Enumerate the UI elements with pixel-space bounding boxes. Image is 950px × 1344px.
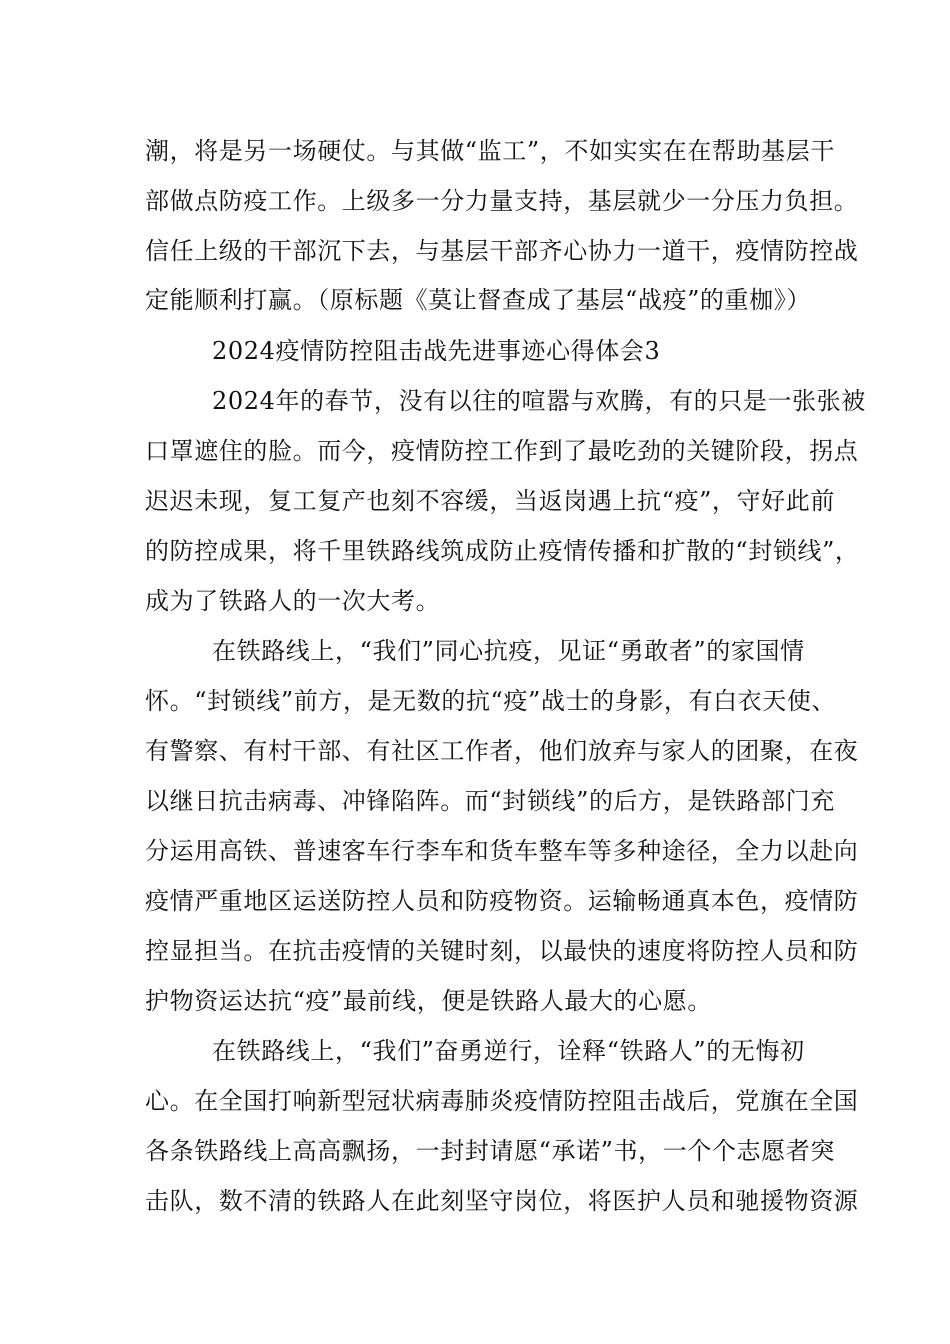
text-line: 迟迟未现，复工复产也刻不容缓，当返岗遇上抗“疫”，守好此前 (145, 487, 835, 515)
text-line: 信任上级的干部沉下去，与基层干部齐心协力一道干，疫情防控战 (145, 237, 859, 265)
text-line: 在铁路线上，“我们”奋勇逆行，诠释“铁路人”的无悔初 (212, 1037, 805, 1065)
text-line: 心。在全国打响新型冠状病毒肺炎疫情防控阻击战后，党旗在全国 (145, 1087, 859, 1115)
section-heading: 2024疫情防控阻击战先进事迹心得体会3 (212, 337, 661, 365)
text-line: 分运用高铁、普速客车行李车和货车整车等多种途径，全力以赴向 (145, 837, 859, 865)
text-line: 以继日抗击病毒、冲锋陷阵。而“封锁线”的后方，是铁路部门充 (145, 787, 835, 815)
text-line: 有警察、有村干部、有社区工作者，他们放弃与家人的团聚，在夜 (145, 737, 859, 765)
text-line: 潮，将是另一场硬仗。与其做“监工”，不如实实在在帮助基层干 (145, 137, 835, 165)
text-line: 口罩遮住的脸。而今，疫情防控工作到了最吃劲的关键阶段，拐点 (145, 437, 859, 465)
text-line: 2024年的春节，没有以往的喧嚣与欢腾，有的只是一张张被 (212, 387, 866, 415)
text-line: 的防控成果，将千里铁路线筑成防止疫情传播和扩散的“封锁线”， (145, 537, 860, 565)
text-line: 各条铁路线上高高飘扬，一封封请愿“承诺”书，一个个志愿者突 (145, 1137, 835, 1165)
text-line: 击队，数不清的铁路人在此刻坚守岗位，将医护人员和驰援物资源 (145, 1187, 859, 1215)
text-line: 部做点防疫工作。上级多一分力量支持，基层就少一分压力负担。 (145, 187, 859, 215)
text-line: 控显担当。在抗击疫情的关键时刻，以最快的速度将防控人员和防 (145, 937, 859, 965)
text-line: 护物资运达抗“疫”最前线，便是铁路人最大的心愿。 (145, 987, 712, 1015)
text-line: 在铁路线上，“我们”同心抗疫，见证“勇敢者”的家国情 (212, 637, 805, 665)
text-line: 定能顺利打赢。（原标题《莫让督查成了基层“战疫”的重枷》） (145, 286, 811, 314)
text-line: 成为了铁路人的一次大考。 (145, 587, 441, 615)
text-line: 疫情严重地区运送防控人员和防疫物资。运输畅通真本色，疫情防 (145, 887, 859, 915)
text-line: 怀。“封锁线”前方，是无数的抗“疫”战士的身影，有白衣天使、 (145, 687, 837, 715)
